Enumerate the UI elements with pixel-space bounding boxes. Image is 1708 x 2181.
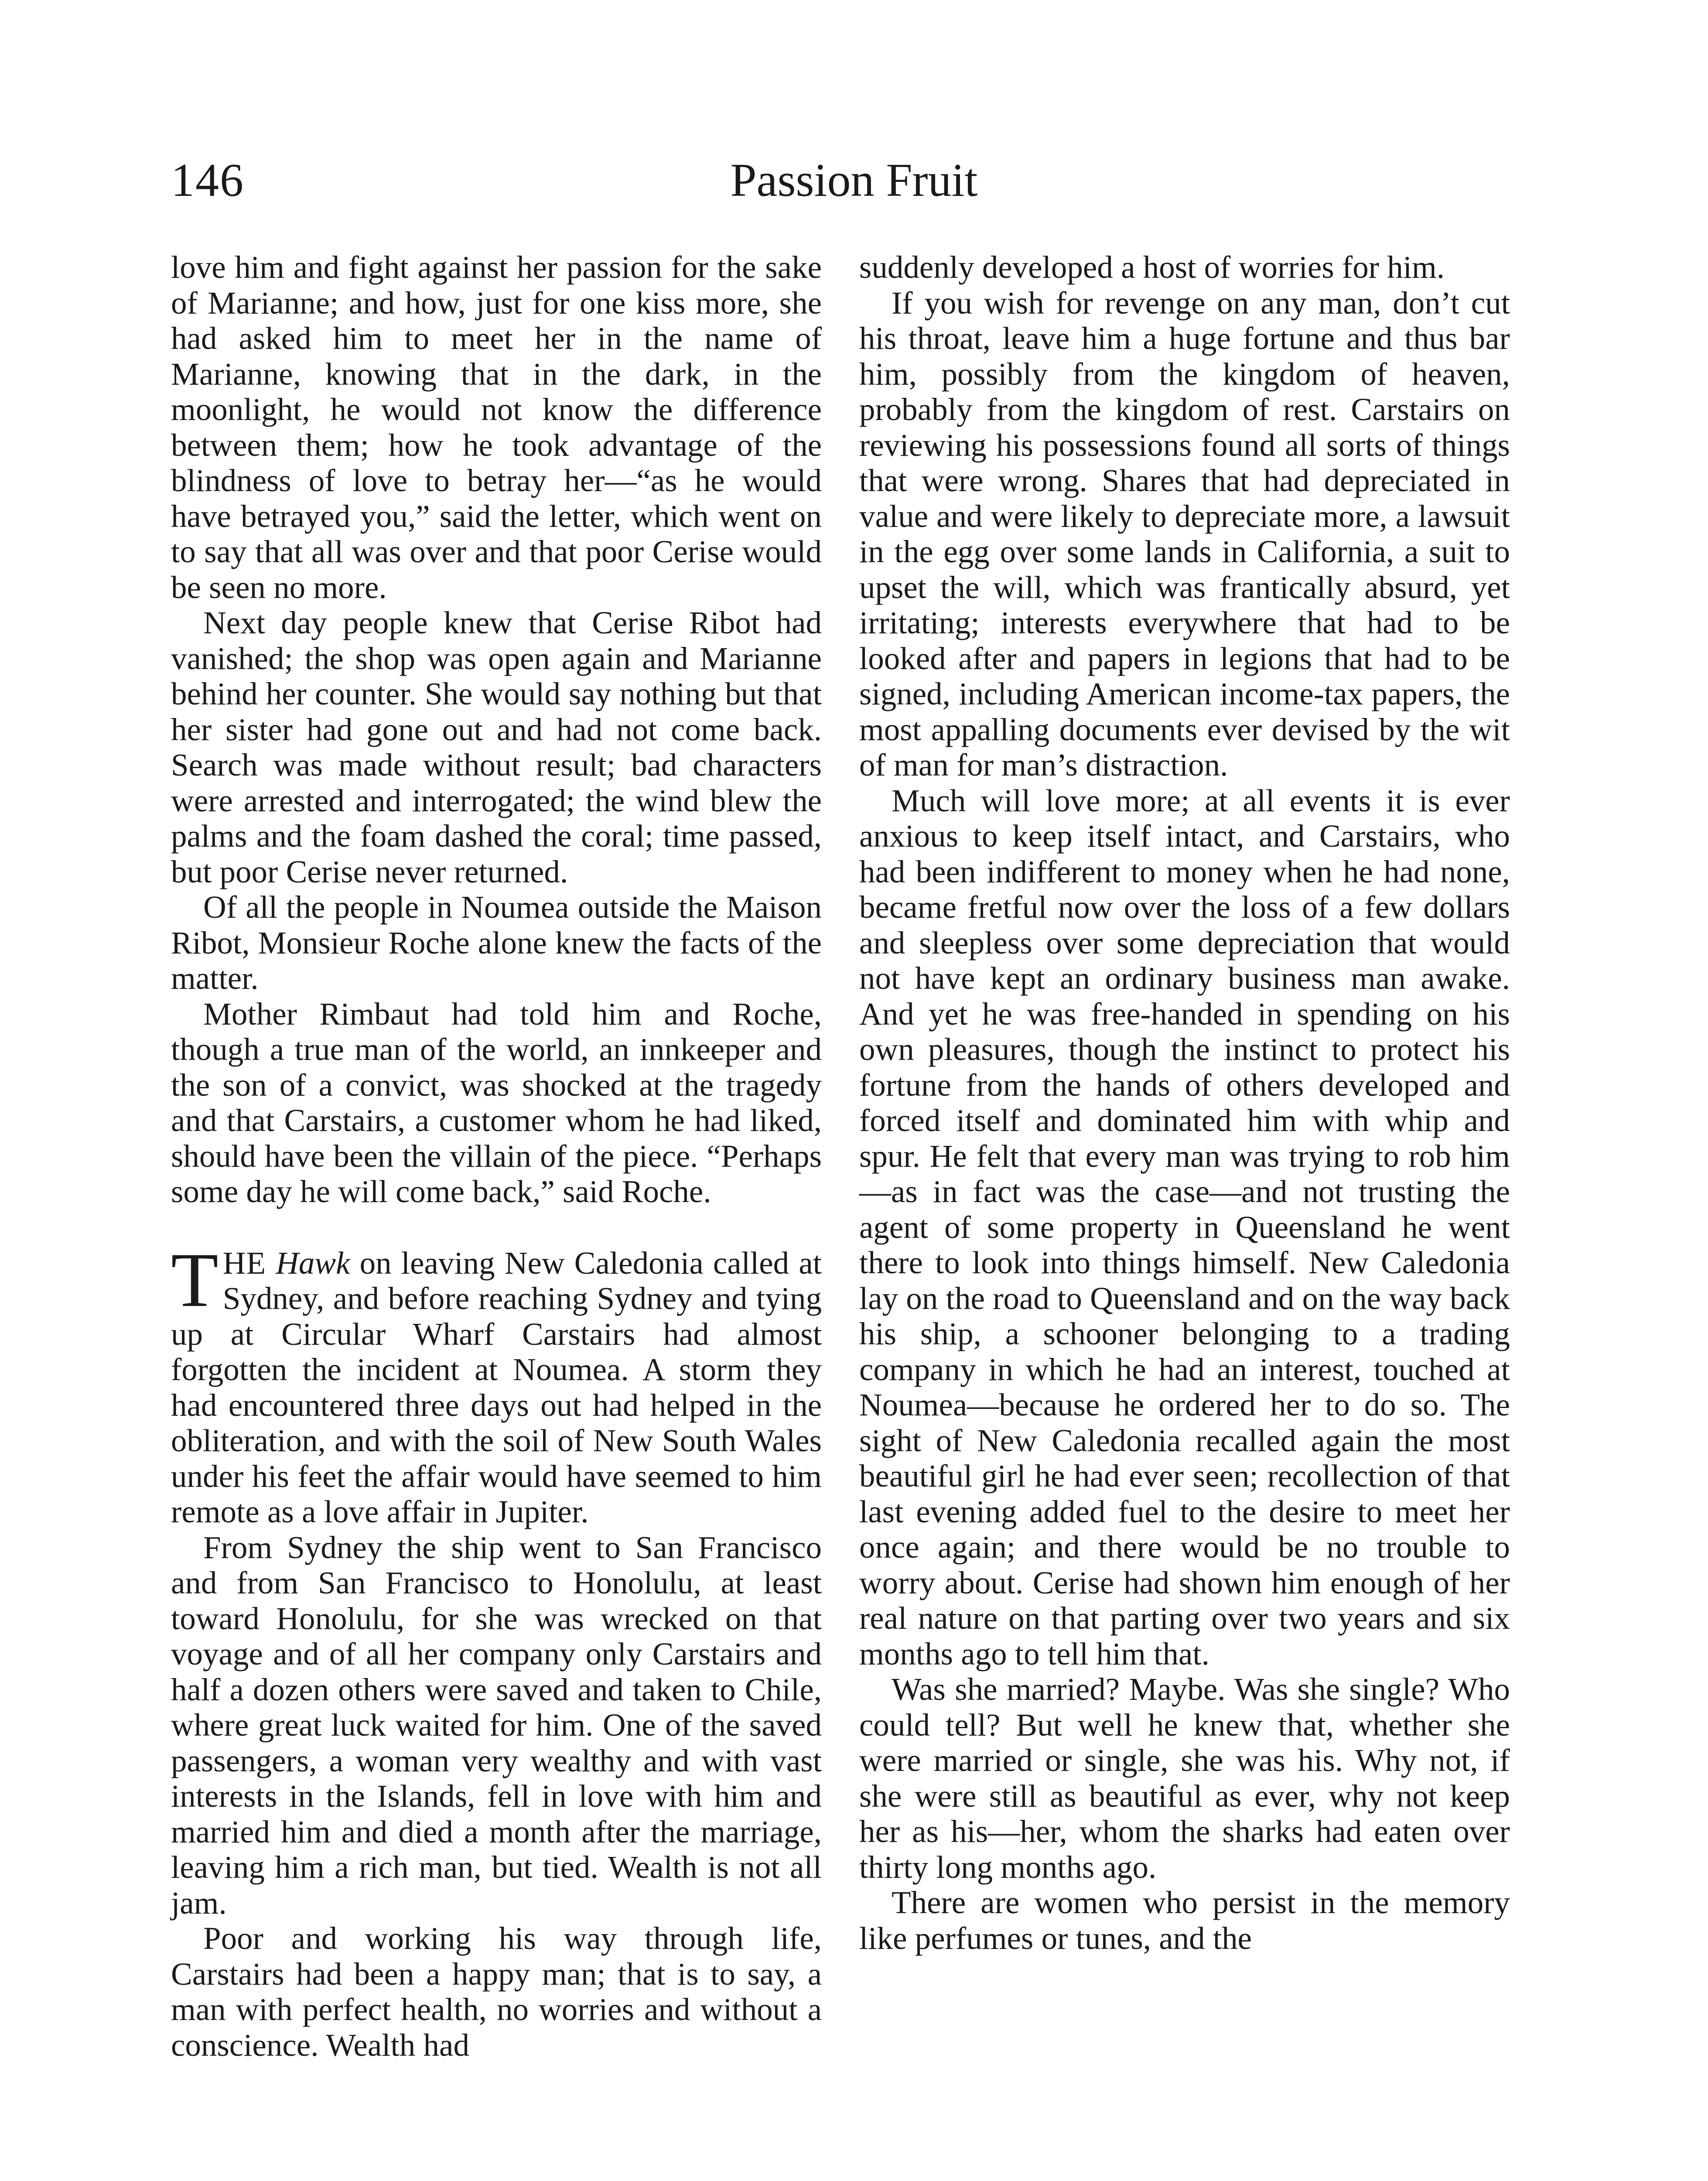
right-paragraph-5: There are women who persist in the memory like perfumes or tunes, and the	[859, 1885, 1510, 1956]
ship-name: Hawk	[276, 1245, 350, 1281]
running-title: Passion Fruit	[730, 154, 978, 206]
left-paragraph-2: Next day people knew that Cerise Ribot had vanished; the shop was open again and Marianne behind her counter. She would say nothing but that her sister had gone out and had not come back. Search was made without result; bad characters were arrested and interrogated; the wind blew the palms and the foam dashed the coral; time passed, but poor Cerise never returned.	[171, 605, 822, 889]
right-paragraph-4: Was she married? Maybe. Was she single? Who could tell? But well he knew that, whether she were married or single, she was his. Why not, if she were still as beautiful as ever, why not keep her as his—her, whom the sharks had eaten over thirty long months ago.	[859, 1672, 1510, 1885]
right-paragraph-1: suddenly developed a host of worries for him.	[859, 250, 1445, 285]
page-number: 146	[171, 154, 244, 206]
right-column	[859, 250, 1510, 1956]
left-paragraph-6: From Sydney the ship went to San Francisco and from San Francisco to Honolulu, at least toward Honolulu, for she was wrecked on that voyage and of all her company only Carstairs and half a dozen others were saved and taken to Chile, where great luck waited for him. One of the saved passengers, a woman very wealthy and with vast interests in the Islands, fell in love with him and married him and died a month after the marriage, leaving him a rich man, but tied. Wealth is not all jam.	[171, 1529, 822, 1921]
left-paragraph-1: love him and fight against her passion for the sake of Marianne; and how, just for one kiss more, she had asked him to meet her in the name of Marianne, knowing that in the dark, in the moonlight, he would not know the difference between them; how he took advantage of the blindness of love to betray her—“as he would have betrayed you,” said the letter, which went on to say that all was over and that poor Cerise would be seen no more.	[171, 250, 822, 605]
right-paragraph-2: If you wish for revenge on any man, don’t cut his throat, leave him a huge fortune and thus bar him, possibly from the kingdom of heaven, probably from the kingdom of rest. Carstairs on reviewing his possessions found all sorts of things that were wrong. Shares that had depreciated in value and were likely to depreciate more, a lawsuit in the egg over some lands in California, a suit to upset the will, which was frantically absurd, yet irritating; interests everywhere that had to be looked after and papers in legions that had to be signed, including American income-tax papers, the most appalling documents ever devised by the wit of man for man’s distraction.	[859, 285, 1510, 783]
left-paragraph-5-section-start	[171, 1236, 822, 1530]
left-paragraph-5-text: on leaving New Caledonia called at Sydney, and before reaching Sydney and tying up at Circular Wharf Carstairs had almost forgotten the incident at Noumea. A storm they had encountered three days out had helped in the obliteration, and with the soil of New South Wales under his feet the affair would have seemed to him remote as a love affair in Jupiter.	[171, 1245, 822, 1529]
left-paragraph-7: Poor and working his way through life, Carstairs had been a happy man; that is to say, a man with perfect health, no worries and without a conscience. Wealth had	[171, 1921, 822, 2063]
section-opening-caps: HE	[222, 1245, 266, 1281]
left-column	[171, 250, 822, 2063]
right-paragraph-3: Much will love more; at all events it is ever anxious to keep itself intact, and Carstairs, who had been indifferent to money when he had none, became fretful now over the loss of a few dollars and sleepless over some depreciation that would not have kept an ordinary business man awake. And yet he was free-handed in spending on his own pleasures, though the instinct to protect his fortune from the hands of others developed and forced itself and dominated him with whip and spur. He felt that every man was trying to rob him—as in fact was the case—and not trusting the agent of some property in Queensland he went there to look into things himself. New Caledonia lay on the road to Queensland and on the way back his ship, a schooner belonging to a trading company in which he had an interest, touched at Noumea—because he ordered her to do so. The sight of New Caledonia recalled again the most beautiful girl he had ever seen; recollection of that last evening added fuel to the desire to meet her once again; and there would be no trouble to worry about. Cerise had shown him enough of her real nature on that parting over two years and six months ago to tell him that.	[859, 783, 1510, 1672]
drop-cap: T	[171, 1236, 219, 1323]
left-paragraph-4: Mother Rimbaut had told him and Roche, though a true man of the world, an innkeeper and the son of a convict, was shocked at the tragedy and that Carstairs, a customer whom he had liked, should have been the villain of the piece. “Perhaps some day he will come back,” said Roche.	[171, 996, 822, 1209]
left-paragraph-3: Of all the people in Noumea outside the Maison Ribot, Monsieur Roche alone knew the facts of the matter.	[171, 889, 822, 996]
